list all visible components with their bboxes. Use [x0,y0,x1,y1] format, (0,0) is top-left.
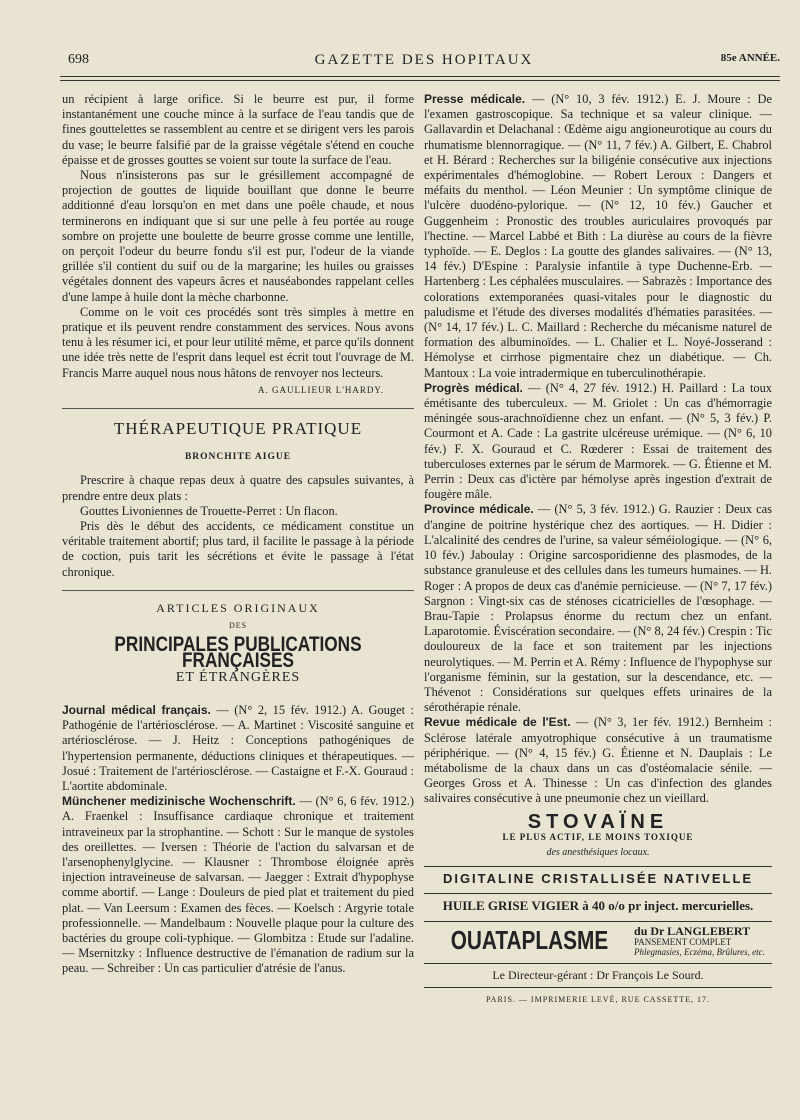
ouataplasme-details [634,923,765,957]
section-title: THÉRAPEUTIQUE PRATIQUE [113,419,363,439]
journal-name: Journal médical français. [62,702,211,717]
page-number: 698 [68,52,89,67]
left-column [62,92,414,977]
articles-des: DES [228,621,248,631]
journal-text: — (N° 5, 3 fév. 1912.) G. Rauzier : Deux cas d'angine de poitrine hystérique chez des aortiques. — H. Didier : L'alcalinité des cendres de l'urine, sa valeur séméiologique. — (N° 6, 10 fév.) Jaboulay : Origine sarcosporidienne des plasmodes, de la substance granuleuse et des cellules dans les tumeurs humaines. — H. Roger : A propos de deux cas d'anémie pernicieuse. — (N° 7, 17 fév.) Sargnon : Vingt-six cas de sténoses cicatricielles de l'œsophage. — Brau-Tapie : Prolapsus énorme du rectum chez un enfant. Laparotomie. Éviscération secondaire. — (N° 8, 24 fév.) Crespin : Tic douloureux de la face et son traitement par les injections neurolytiques. — M. Perrin et A. Rémy : Influence de l'hypophyse sur l'organisme féminin, sur la gestation, sur la descendance, etc. — Thévenot : Considérations sur quelques effets urinaires de la sérothérapie rénale. [424,502,772,715]
ouataplasme-maker: du Dr LANGLEBERT [634,923,751,938]
divider [62,590,414,591]
vigier-ad [424,893,772,914]
year-label: 85e ANNÉE. [720,52,780,64]
journal-text: — (N° 3, 1er fév. 1912.) Bernheim : Sclérose latérale amyotrophique consécutive à un traumatisme périphérique. — (N° 4, 15 fév.) G. Étienne et N. Dauplais : Le métabolisme de la chaux dans un cas d'ostéomalacie sénile. — Georges Gross et A. Thinesse : Un cas d'infection des glandes salivaires consécutive à une pneumonie chez un vieillard. [424,715,772,806]
journal-entry [424,92,772,381]
articles-heading: ARTICLES ORIGINAUX [156,600,320,615]
journal-entry [62,794,414,976]
stovaine-ad-line: des anesthésiques locaux. [546,846,650,858]
header-rule [60,76,780,81]
articles-subtitle: ET ÉTRANGÈRES [175,669,301,685]
paragraph: Pris dès le début des accidents, ce médicament constitue un véritable traitement abortif; plus tard, il facilite le passage à la période de coction, puis tarit les sécrétions et évite le passage à l'état chronique. [62,519,414,579]
director-line: Le Directeur-gérant : Dr François Le Sourd. [424,963,772,983]
journal-entry [424,502,772,715]
journal-entry [424,381,772,503]
divider [62,408,414,409]
journal-name: Münchener medizinische Wochenschrift. [62,794,296,809]
journal-entry [62,703,414,794]
right-column [424,92,772,1007]
digitaline-ad [424,866,772,887]
paragraph: Prescrire à chaque repas deux à quatre des capsules suivantes, à prendre entre deux plats : [62,473,414,503]
paragraph: Nous n'insisterons pas sur le grésillement accompagné de projection de gouttes de liquide bouillant que donne le beurre additionné d'eau lorsqu'on en met dans une poêle chaude, et nous terminerons en indiquant que si sur une pelle à feu portée au rouge sombre on projette une boulette de beurre grosse comme une lentille, on perçoit l'odeur du beurre fondu s'il est pur, l'odeur de la viande grillée s'il contient du suif ou de la margarine; les huiles ou graisses végétales donnent des vapeurs âcres et nauséabondes rappelant celles d'une lampe à huile dont la mèche charbonne. [62,168,414,304]
paragraph: Gouttes Livoniennes de Trouette-Perret : Un flacon. [80,503,338,518]
signature: A. GAULLIEUR L'HARDY. [258,384,384,395]
journal-text: — (N° 2, 15 fév. 1912.) A. Gouget : Pathogénie de l'artériosclérose. — A. Martinet : Viscosité sanguine et artériosclérose. — J. Heitz : Conceptions pathogéniques de l'hypertension permanente, déductions cliniques et thérapeutiques. — Josué : Traitement de l'artériosclérose. — Castaigne et F.-X. Gouraud : L'aortite abdominale. [62,702,414,793]
journal-entry [424,715,772,806]
vigier-ad-text: HUILE GRISE VIGIER à 40 o/o pr inject. mercurielles. [442,898,754,914]
digitaline-ad-text: DIGITALINE CRISTALLISÉE NATIVELLE [442,871,754,887]
journal-name: Revue médicale de l'Est. [424,715,571,730]
journal-name: Province médicale. [424,502,534,517]
stovaine-ad-title: STOVAÏNE [527,810,669,833]
ouataplasme-ad [424,921,772,957]
printer-line: PARIS. — IMPRIMERIE LEVÉ, RUE CASSETTE, 17. [424,987,772,1007]
page-header [68,50,780,74]
publication-title: GAZETTE DES HOPITAUX [314,52,534,68]
stovaine-ad-line: LE PLUS ACTIF, LE MOINS TOXIQUE [502,831,694,842]
paragraph: un récipient à large orifice. Si le beurre est pur, il forme instantanément une couche mince à la surface de l'eau tandis que de fines gouttelettes se rassemblent au centre et se dirigent vers les parois du vase; le beurre falsifié par de la graisse végétale s'étend en couche épaisse et de grosses gouttes se voient sur toute la surface de l'eau. [62,92,414,167]
journal-text: — (N° 6, 6 fév. 1912.) A. Fraenkel : Insuffisance cardiaque chronique et traitement intraveineux par la strophantine. — Schott : Sur le manque de systoles des oreillettes. — Iversen : Théorie de l'action du salvarsan et de l'arsenophenylglycine. — Klausner : Thrombose éloignée après injection intraveineuse de salvarsan. — Jaegger : Extrait d'hypophyse comme abortif. — Lange : Douleurs de pied plat et traitement du pied plat. — Van Leersum : Examen des fèces. — Koelsch : Argyrie totale professionnelle. — Mandelbaum : Nouvelle plaque pour la culture des bactéries du groupe coli-typhique. — Glombitza : Etude sur l'adaline. — Msernitzky : Influence destructive de l'émanation de radium sur la peau. — Schreiber : Un cas particulier d'atrésie de l'anus. [62,794,414,976]
journal-name: Progrès médical. [424,380,523,395]
journal-text: — (N° 10, 3 fév. 1912.) E. J. Moure : De l'examen gastroscopique. Sa technique et sa valeur clinique. — Gallavardin et Delachanal : Œdème aigu angioneurotique au cours du rhumatisme blennorragique. — (N° 11, 7 fév.) A. Gilbert, E. Chabrol et H. Bérard : Recherches sur la biligénie consécutive aux injections expérimentales d'hémoglobine. — Robert Leroux : Dangers et méfaits du menthol. — Léon Meunier : Un symptôme clinique de l'ulcère duodéno-pylorique. — (N° 12, 10 fév.) Gaucher et Guggenheim : Pronostic des troubles auriculaires provoqués par l'hectine. — Marcel Labbé et Bith : La diurèse au cours de la fièvre typhoïde. — E. Deglos : La goutte des glandes salivaires. — (N° 13, 14 fév.) D'Espine : Paralysie infantile à type Duchenne-Erb. — Hartenberg : Les céphalées musculaires. — Sabrazès : Importance des colorations extemporanées quasi-vitales pour le diagnostic du paludisme et l'étude des diverses modalités d'hématies parasitées. — (N° 14, 17 fév.) L. C. Maillard : Recherche du mécanisme naturel de formation des albuminoïdes. — L. Chalier et L. Noyé-Josserand : Hémolyse et cirrhose pigmentaire chez un diabétique. — Ch. Mantoux : La voie intradermique en tuberculinothérapie. [424,92,772,380]
articles-main-title: PRINCIPALES PUBLICATIONS FRANÇAISES [114,633,362,672]
ouataplasme-line: PANSEMENT COMPLET [634,936,732,947]
journal-text: — (N° 4, 27 fév. 1912.) H. Paillard : La toux émétisante des tuberculeux. — M. Griolet : Un cas d'hémorragie méningée sous-arachnoïdienne chez un enfant. — (N° 5, 3 fév.) P. Courmont et A. Cade : La gastrite ulcéreuse urémique. — (N° 6, 10 fév.) F. X. Gouraud et C. Rœderer : Essai de traitement des tuberculoses externes par le sérum de Marmorek. — G. Étienne et M. Perrin : Deux cas d'ictère par hémolyse après ingestion d'extrait de fougère mâle. [424,380,772,502]
subsection-title: BRONCHITE AIGUE [184,452,292,463]
advertisements [424,810,772,1007]
ouataplasme-line: Phlegmasies, Eczéma, Brûlures, etc. [634,946,765,957]
paragraph: Comme on le voit ces procédés sont très simples à mettre en pratique et ils peuvent rendre constamment des services. Nous avons tenu à les résumer ici, et pour leur utilité même, et parce qu'ils donnent une idée très nette de l'esprit dans lequel est écrit tout l'ouvrage de M. Francis Marre auquel nous nous hâtons de renvoyer nos lecteurs. [62,304,414,380]
journal-name: Presse médicale. [424,92,526,106]
ouataplasme-title: OUATAPLASME [450,925,609,956]
